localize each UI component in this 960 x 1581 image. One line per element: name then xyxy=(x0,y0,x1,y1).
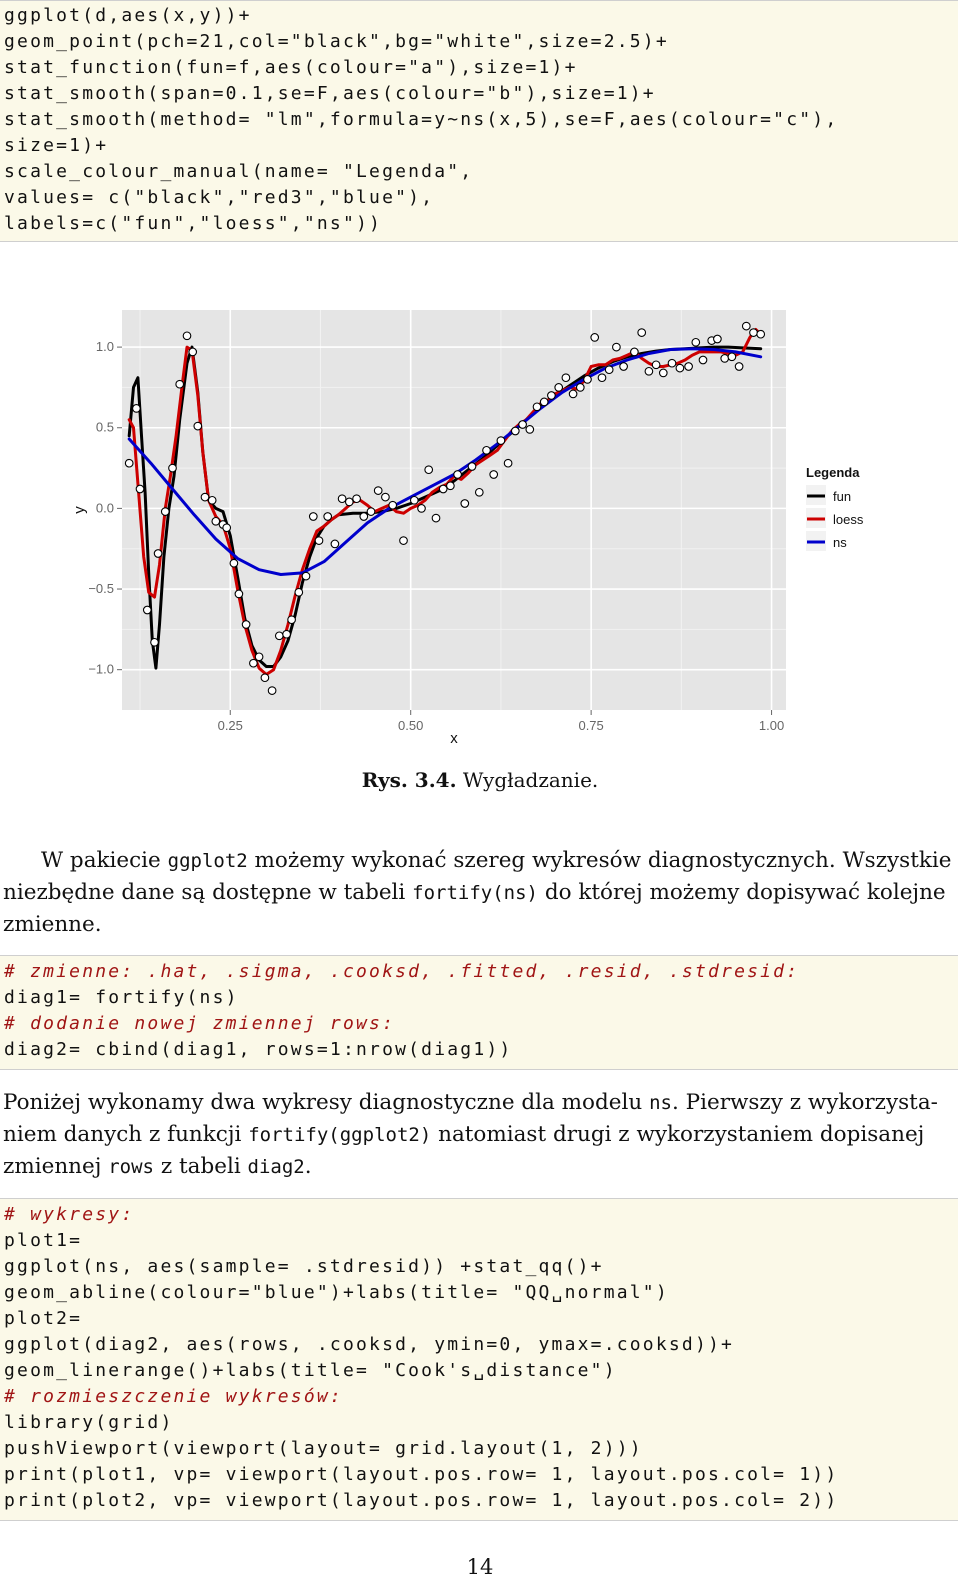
data-point xyxy=(519,421,527,429)
data-point xyxy=(728,353,736,361)
data-point xyxy=(685,363,693,371)
data-point xyxy=(283,630,291,638)
code-line: pushViewport(viewport(layout= grid.layout(1, 2))) xyxy=(4,1438,643,1459)
data-point xyxy=(598,374,606,382)
data-point xyxy=(315,537,323,545)
x-tick-label: 0.50 xyxy=(398,718,424,733)
data-point xyxy=(540,398,548,406)
data-point xyxy=(133,405,141,413)
caption-text: Wygładzanie. xyxy=(462,768,599,792)
data-point xyxy=(569,390,577,398)
x-tick-label: 0.75 xyxy=(578,718,604,733)
code-line: # dodanie nowej zmiennej rows: xyxy=(4,1013,396,1034)
data-point xyxy=(483,447,491,455)
data-point xyxy=(310,513,318,521)
code-block-ggplot xyxy=(0,0,958,242)
data-point xyxy=(584,376,592,384)
data-point xyxy=(613,343,621,351)
data-point xyxy=(750,329,758,337)
data-point xyxy=(276,632,284,640)
code-line: # wykresy: xyxy=(4,1204,135,1225)
inline-code: fortify(ggplot2) xyxy=(248,1124,432,1146)
code-line: diag1= fortify(ns) xyxy=(4,987,239,1008)
data-point xyxy=(418,505,426,513)
x-tick-label: 1.00 xyxy=(758,718,785,733)
data-point xyxy=(605,366,613,374)
code-line: ggplot(d,aes(x,y))+ xyxy=(4,5,252,26)
legend-label-ns: ns xyxy=(833,535,847,550)
data-point xyxy=(338,495,346,503)
data-point xyxy=(151,639,159,647)
data-point xyxy=(374,487,382,495)
data-point xyxy=(699,356,707,364)
page-number: 14 xyxy=(466,1555,494,1579)
data-point xyxy=(302,572,310,580)
data-point xyxy=(331,540,339,548)
data-point xyxy=(447,482,455,490)
data-point xyxy=(645,368,653,376)
data-point xyxy=(162,508,170,516)
code-line: # rozmieszczenie wykresów: xyxy=(4,1386,343,1407)
data-point xyxy=(631,348,639,356)
data-point xyxy=(461,500,469,508)
data-point xyxy=(136,485,144,493)
data-point xyxy=(235,590,243,598)
legend-title: Legenda xyxy=(806,465,860,480)
data-point xyxy=(389,501,397,509)
data-point xyxy=(692,339,700,347)
inline-code: ns xyxy=(649,1092,672,1114)
data-point xyxy=(757,330,765,338)
data-point xyxy=(154,550,162,558)
legend-label-fun: fun xyxy=(833,489,852,504)
code-line: stat_function(fun=f,aes(colour="a"),size=1)+ xyxy=(4,57,578,78)
data-point xyxy=(735,363,743,371)
data-point xyxy=(125,459,133,467)
code-line: geom_point(pch=21,col="black",bg="white",size=2.5)+ xyxy=(4,31,669,52)
code-line: values= c("black","red3","blue"), xyxy=(4,187,435,208)
data-point xyxy=(230,559,238,567)
y-axis-label: y xyxy=(71,506,88,514)
data-point xyxy=(261,674,269,682)
data-point xyxy=(512,427,520,435)
data-point xyxy=(346,498,354,506)
code-line: size=1)+ xyxy=(4,135,109,156)
figure-caption xyxy=(0,768,960,792)
inline-code: diag2 xyxy=(247,1156,305,1178)
data-point xyxy=(533,403,541,411)
data-point xyxy=(660,369,668,377)
legend-label-loess: loess xyxy=(833,512,864,527)
code-line: ggplot(ns, aes(sample= .stdresid)) +stat_qq()+ xyxy=(4,1256,604,1277)
code-line: print(plot2, vp= viewport(layout.pos.row= 1, layout.pos.col= 2)) xyxy=(4,1490,839,1511)
code-line: print(plot1, vp= viewport(layout.pos.row= 1, layout.pos.col= 1)) xyxy=(4,1464,839,1485)
data-point xyxy=(721,355,729,363)
data-point xyxy=(169,464,177,472)
code-line: geom_linerange()+labs(title= "Cook's␣distance") xyxy=(4,1360,617,1381)
caption-label: Rys. 3.4. xyxy=(361,768,457,792)
data-point xyxy=(201,493,209,501)
data-point xyxy=(490,471,498,479)
data-point xyxy=(432,514,440,522)
data-point xyxy=(497,437,505,445)
data-point xyxy=(425,466,433,474)
code-line: ggplot(diag2, aes(rows, .cooksd, ymin=0, ymax=.cooksd))+ xyxy=(4,1334,735,1355)
code-line: scale_colour_manual(name= "Legenda", xyxy=(4,161,474,182)
data-point xyxy=(526,426,534,434)
data-point xyxy=(743,322,751,330)
data-point xyxy=(288,616,296,624)
data-point xyxy=(652,361,660,369)
data-point xyxy=(668,359,676,367)
code-block-diagnostic-plots xyxy=(0,1198,958,1521)
x-tick-label: 0.25 xyxy=(217,718,243,733)
data-point xyxy=(555,384,563,392)
code-line: plot1= xyxy=(4,1230,83,1251)
data-point xyxy=(194,422,202,430)
data-point xyxy=(367,508,375,516)
code-line: # zmienne: .hat, .sigma, .cooksd, .fitted, .resid, .stdresid: xyxy=(4,961,800,982)
data-point xyxy=(183,332,191,340)
data-point xyxy=(144,606,152,614)
data-point xyxy=(268,687,276,695)
smoothing-chart xyxy=(0,296,960,756)
paragraph-diagnostics: W pakiecie ggplot2 możemy wykonać szereg wykresów diagnostycznych. Wszystkie niezbędne dane są dostępne w tabeli fortify(ns) do której możemy dopisywać kolejne zmienne. xyxy=(3,848,952,937)
data-point xyxy=(468,463,476,471)
data-point xyxy=(295,589,303,597)
code-line: stat_smooth(method= "lm",formula=y~ns(x,5),se=F,aes(colour="c"), xyxy=(4,109,839,130)
data-point xyxy=(176,380,184,388)
y-tick-label: 0.5 xyxy=(95,419,114,435)
y-tick-label: 0.0 xyxy=(95,500,114,516)
code-line: geom_abline(colour="blue")+labs(title= "QQ␣normal") xyxy=(4,1282,669,1303)
data-point xyxy=(476,489,484,497)
data-point xyxy=(454,471,462,479)
data-point xyxy=(382,493,390,501)
data-point xyxy=(189,348,197,356)
code-line: labels=c("fun","loess","ns")) xyxy=(4,213,383,234)
data-point xyxy=(242,621,250,629)
y-axis-ticks xyxy=(88,339,122,677)
code-line: stat_smooth(span=0.1,se=F,aes(colour="b"),size=1)+ xyxy=(4,83,656,104)
inline-code: rows xyxy=(108,1156,154,1178)
code-line: plot2= xyxy=(4,1308,83,1329)
x-axis-label: x xyxy=(450,730,458,747)
data-point xyxy=(562,374,570,382)
code-block-fortify xyxy=(0,955,958,1070)
paragraph-plots: Poniżej wykonamy dwa wykresy diagnostyczne dla modelu ns. Pierwszy z wykorzysta- niem danych z funkcji fortify(ggplot2) natomiast drugi z wykorzystaniem dopisanej zmiennej rows z tabeli diag2. xyxy=(3,1090,938,1179)
legend xyxy=(806,465,864,551)
data-point xyxy=(548,392,556,400)
data-point xyxy=(353,495,361,503)
data-point xyxy=(223,524,231,532)
y-tick-label: −1.0 xyxy=(88,661,114,677)
data-point xyxy=(638,329,646,337)
data-point xyxy=(714,335,722,343)
data-point xyxy=(212,518,220,526)
inline-code: fortify(ns) xyxy=(412,882,538,904)
data-point xyxy=(324,513,332,521)
data-point xyxy=(208,497,216,505)
data-point xyxy=(591,334,599,342)
x-axis-ticks xyxy=(218,710,785,733)
data-point xyxy=(504,459,512,467)
data-point xyxy=(250,659,258,667)
data-point xyxy=(439,485,447,493)
code-line: diag2= cbind(diag1, rows=1:nrow(diag1)) xyxy=(4,1039,513,1060)
data-point xyxy=(400,537,408,545)
inline-code: ggplot2 xyxy=(167,850,248,872)
data-point xyxy=(620,363,628,371)
y-tick-label: −0.5 xyxy=(88,581,114,597)
code-line: library(grid) xyxy=(4,1412,174,1433)
data-point xyxy=(411,497,419,505)
data-point xyxy=(577,384,585,392)
y-tick-label: 1.0 xyxy=(95,339,114,355)
data-point xyxy=(360,513,368,521)
data-point xyxy=(676,364,684,372)
data-point xyxy=(255,653,263,661)
